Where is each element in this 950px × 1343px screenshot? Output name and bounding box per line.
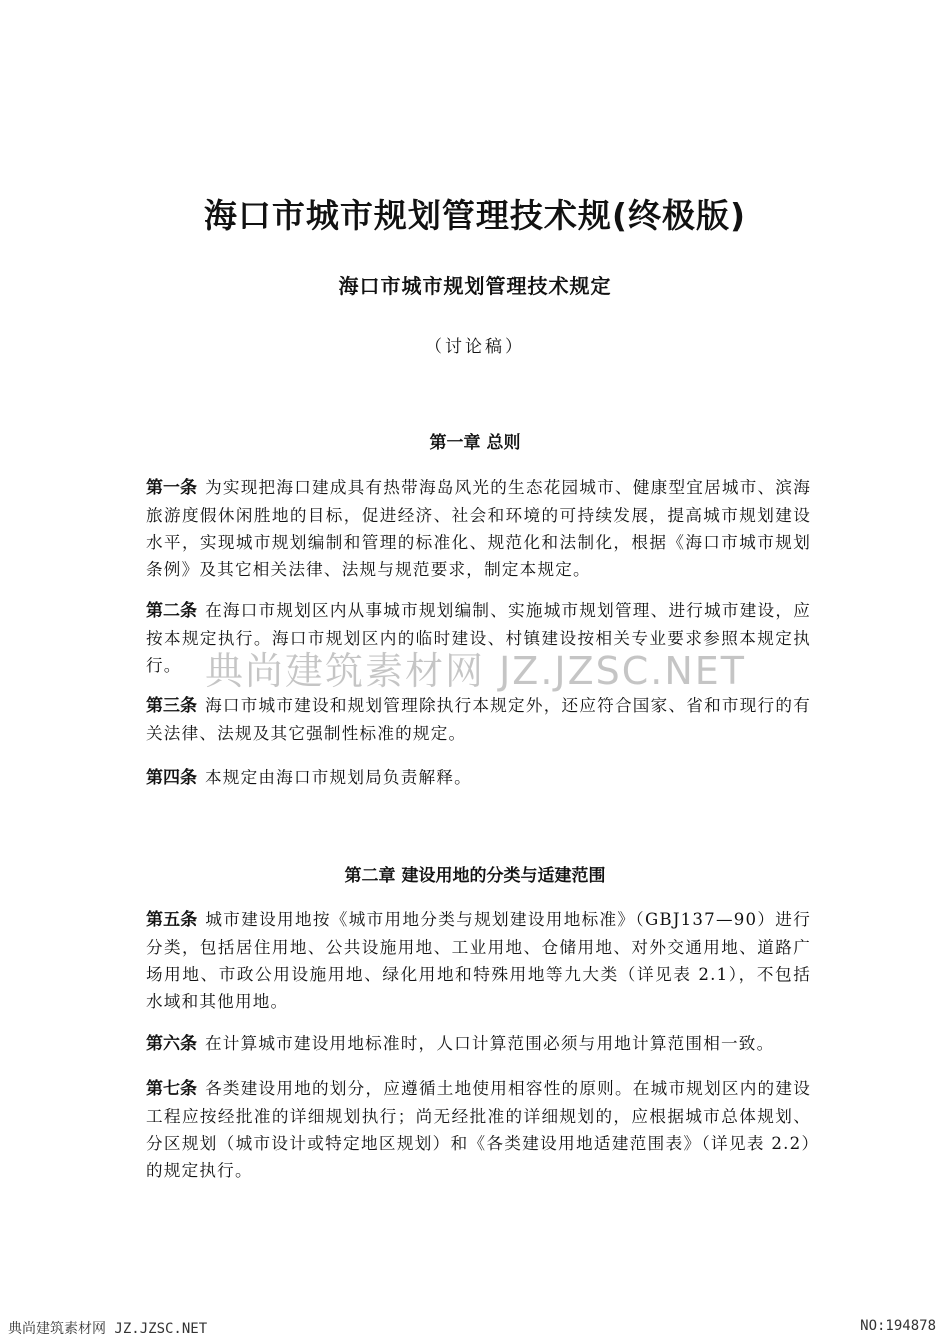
footer-site-link[interactable]: 典尚建筑素材网 JZ.JZSC.NET	[8, 1321, 208, 1337]
article-paragraph	[146, 764, 811, 792]
article-label: 第四条	[146, 768, 197, 788]
article-paragraph	[146, 692, 811, 747]
document-title: 海口市城市规划管理技术规(终极版)	[203, 196, 747, 235]
draft-note: （讨论稿）	[425, 337, 525, 357]
article-text: 在海口市规划区内从事城市规划编制、实施城市规划管理、进行城市建设，应按本规定执行。海口市规划区内的临时建设、村镇建设按相关专业要求参照本规定执行。	[146, 601, 811, 675]
article-label: 第二条	[146, 601, 198, 621]
article-label: 第五条	[146, 910, 198, 930]
footer-doc-number: NO:194878	[860, 1318, 936, 1334]
article-text: 为实现把海口建成具有热带海岛风光的生态花园城市、健康型宜居城市、滨海旅游度假休闲胜地的目标，促进经济、社会和环境的可持续发展，提高城市规划建设水平，实现城市规划编制和管理的标准化、规范化和法制化，根据《海口市城市规划条例》及其它相关法律、法规与规范要求，制定本规定。	[146, 478, 811, 579]
article-text: 在计算城市建设用地标准时，人口计算范围必须与用地计算范围相一致。	[205, 1034, 775, 1053]
chapter-heading: 第一章 总则	[429, 433, 521, 453]
article-paragraph	[146, 1030, 811, 1058]
article-label: 第六条	[146, 1034, 197, 1054]
article-paragraph	[146, 474, 811, 583]
article-text: 本规定由海口市规划局负责解释。	[205, 768, 472, 787]
article-text: 城市建设用地按《城市用地分类与规划建设用地标准》（GBJ137—90）进行分类，包括居住用地、公共设施用地、工业用地、仓储用地、对外交通用地、道路广场用地、市政公用设施用地、绿化用地和特殊用地等九大类（详见表 2.1），不包括水域和其他用地。	[146, 910, 811, 1011]
article-text: 各类建设用地的划分，应遵循土地使用相容性的原则。在城市规划区内的建设工程应按经批准的详细规划执行；尚无经批准的详细规划的，应根据城市总体规划、分区规划（城市设计或特定地区规划）和《各类建设用地适建范围表》（详见表 2.2）的规定执行。	[146, 1079, 811, 1180]
document-subtitle: 海口市城市规划管理技术规定	[338, 274, 612, 298]
article-label: 第七条	[146, 1079, 198, 1099]
chapter-heading: 第二章 建设用地的分类与适建范围	[344, 866, 606, 886]
article-paragraph	[146, 597, 811, 679]
watermark: 典尚建筑素材网 JZ.JZSC.NET	[205, 649, 747, 693]
article-label: 第三条	[146, 696, 198, 716]
article-text: 海口市城市建设和规划管理除执行本规定外，还应符合国家、省和市现行的有关法律、法规及其它强制性标准的规定。	[146, 696, 811, 743]
article-paragraph	[146, 1075, 811, 1184]
article-paragraph	[146, 906, 811, 1015]
article-label: 第一条	[146, 478, 198, 498]
